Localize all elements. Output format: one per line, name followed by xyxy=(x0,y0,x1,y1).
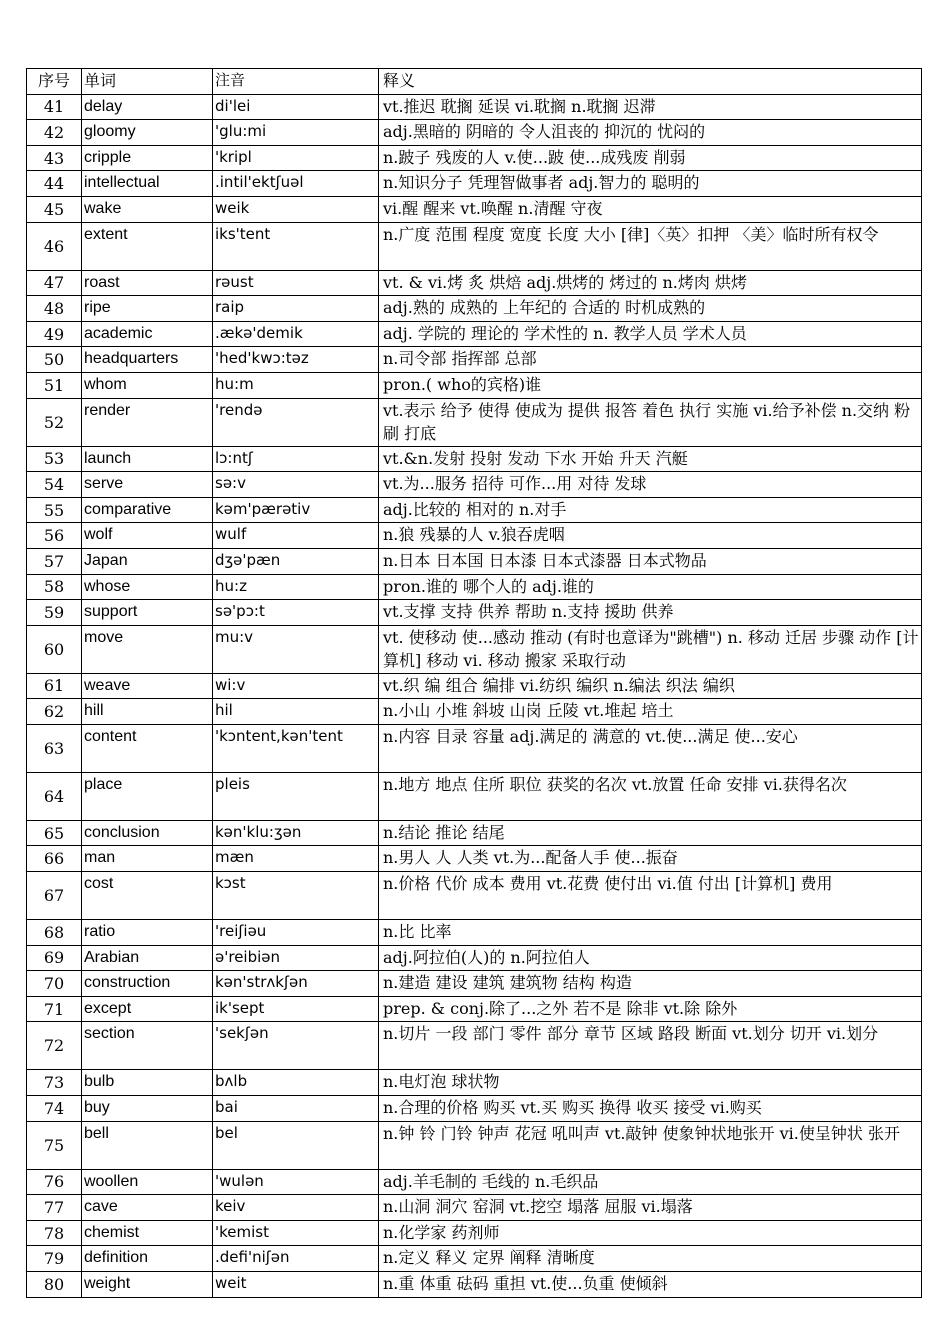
table-row xyxy=(27,996,922,1022)
row-word: gloomy xyxy=(82,120,213,146)
row-index: 60 xyxy=(27,625,82,673)
row-word: cost xyxy=(82,872,213,920)
row-phonetic: sə'pɔ:t xyxy=(213,600,379,626)
table-row xyxy=(27,372,922,398)
row-definition: n.定义 释义 定界 阐释 清晰度 xyxy=(379,1246,922,1272)
table-row xyxy=(27,673,922,699)
row-definition: vt.支撑 支持 供养 帮助 n.支持 援助 供养 xyxy=(379,600,922,626)
row-phonetic: 'wulən xyxy=(213,1169,379,1195)
table-row xyxy=(27,1272,922,1298)
row-word: weight xyxy=(82,1272,213,1298)
row-definition: n.合理的价格 购买 vt.买 购买 换得 收买 接受 vi.购买 xyxy=(379,1096,922,1122)
row-word: bulb xyxy=(82,1070,213,1096)
row-word: hill xyxy=(82,699,213,725)
row-definition: vi.醒 醒来 vt.唤醒 n.清醒 守夜 xyxy=(379,196,922,222)
row-definition: n.比 比率 xyxy=(379,920,922,946)
row-index: 41 xyxy=(27,94,82,120)
row-index: 70 xyxy=(27,971,82,997)
row-phonetic: wulf xyxy=(213,523,379,549)
row-phonetic: ik'sept xyxy=(213,996,379,1022)
table-row xyxy=(27,446,922,472)
row-phonetic: hu:m xyxy=(213,372,379,398)
row-definition: n.狼 残暴的人 v.狼吞虎咽 xyxy=(379,523,922,549)
table-row xyxy=(27,1070,922,1096)
row-definition: n.司令部 指挥部 总部 xyxy=(379,347,922,373)
table-row xyxy=(27,296,922,322)
row-word: serve xyxy=(82,472,213,498)
row-definition: n.知识分子 凭理智做事者 adj.智力的 聪明的 xyxy=(379,171,922,197)
table-row xyxy=(27,94,922,120)
row-definition: n.山洞 洞穴 窑洞 vt.挖空 塌落 屈服 vi.塌落 xyxy=(379,1195,922,1221)
header-word: 单词 xyxy=(82,69,213,95)
vocabulary-table xyxy=(26,68,922,1298)
row-word: ratio xyxy=(82,920,213,946)
table-row xyxy=(27,625,922,673)
row-phonetic: iks'tent xyxy=(213,222,379,270)
row-index: 73 xyxy=(27,1070,82,1096)
row-definition: n.男人 人 人类 vt.为...配备人手 使...振奋 xyxy=(379,846,922,872)
row-phonetic: 'glu:mi xyxy=(213,120,379,146)
row-definition: n.切片 一段 部门 零件 部分 章节 区域 路段 断面 vt.划分 切开 vi.划分 xyxy=(379,1022,922,1070)
row-phonetic: dʒə'pæn xyxy=(213,548,379,574)
row-index: 62 xyxy=(27,699,82,725)
row-phonetic: 'kripl xyxy=(213,145,379,171)
row-phonetic: kɔst xyxy=(213,872,379,920)
row-definition: adj.熟的 成熟的 上年纪的 合适的 时机成熟的 xyxy=(379,296,922,322)
row-definition: adj.比较的 相对的 n.对手 xyxy=(379,497,922,523)
row-index: 74 xyxy=(27,1096,82,1122)
row-phonetic: 'rendə xyxy=(213,398,379,446)
row-index: 57 xyxy=(27,548,82,574)
row-word: Japan xyxy=(82,548,213,574)
row-word: weave xyxy=(82,673,213,699)
row-word: render xyxy=(82,398,213,446)
header-row xyxy=(27,69,922,95)
row-word: ripe xyxy=(82,296,213,322)
row-index: 43 xyxy=(27,145,82,171)
row-word: section xyxy=(82,1022,213,1070)
header-index: 序号 xyxy=(27,69,82,95)
row-phonetic: ə'reibiən xyxy=(213,945,379,971)
row-phonetic: 'kemist xyxy=(213,1220,379,1246)
table-row xyxy=(27,1096,922,1122)
row-word: headquarters xyxy=(82,347,213,373)
row-word: chemist xyxy=(82,1220,213,1246)
row-definition: n.小山 小堆 斜坡 山岗 丘陵 vt.堆起 培土 xyxy=(379,699,922,725)
table-row xyxy=(27,872,922,920)
row-phonetic: 'kɔntent,kən'tent xyxy=(213,724,379,772)
row-definition: adj.羊毛制的 毛线的 n.毛织品 xyxy=(379,1169,922,1195)
row-definition: n.广度 范围 程度 宽度 长度 大小 [律]〈英〉扣押 〈美〉临时所有权令 xyxy=(379,222,922,270)
row-index: 50 xyxy=(27,347,82,373)
header-phonetic: 注音 xyxy=(213,69,379,95)
row-definition: n.地方 地点 住所 职位 获奖的名次 vt.放置 任命 安排 vi.获得名次 xyxy=(379,772,922,820)
table-row xyxy=(27,1220,922,1246)
row-index: 58 xyxy=(27,574,82,600)
table-row xyxy=(27,1022,922,1070)
row-word: content xyxy=(82,724,213,772)
row-definition: vt.推迟 耽搁 延误 vi.耽搁 n.耽搁 迟滞 xyxy=(379,94,922,120)
row-word: move xyxy=(82,625,213,673)
row-index: 54 xyxy=(27,472,82,498)
row-definition: pron.( who的宾格)谁 xyxy=(379,372,922,398)
row-definition: n.内容 目录 容量 adj.满足的 满意的 vt.使...满足 使...安心 xyxy=(379,724,922,772)
table-row xyxy=(27,222,922,270)
row-definition: adj. 学院的 理论的 学术性的 n. 教学人员 学术人员 xyxy=(379,321,922,347)
row-definition: pron.谁的 哪个人的 adj.谁的 xyxy=(379,574,922,600)
row-phonetic: 'reiʃiəu xyxy=(213,920,379,946)
table-row xyxy=(27,548,922,574)
table-row xyxy=(27,120,922,146)
row-phonetic: bel xyxy=(213,1121,379,1169)
row-word: intellectual xyxy=(82,171,213,197)
row-definition: n.化学家 药剂师 xyxy=(379,1220,922,1246)
row-index: 44 xyxy=(27,171,82,197)
table-row xyxy=(27,724,922,772)
table-row xyxy=(27,1121,922,1169)
row-phonetic: .intil'ektʃuəl xyxy=(213,171,379,197)
row-phonetic: bai xyxy=(213,1096,379,1122)
row-index: 75 xyxy=(27,1121,82,1169)
row-definition: n.跛子 残废的人 v.使...跛 使...成残废 削弱 xyxy=(379,145,922,171)
row-index: 76 xyxy=(27,1169,82,1195)
table-row xyxy=(27,398,922,446)
row-phonetic: keiv xyxy=(213,1195,379,1221)
row-phonetic: wi:v xyxy=(213,673,379,699)
row-word: delay xyxy=(82,94,213,120)
table-row xyxy=(27,321,922,347)
row-word: support xyxy=(82,600,213,626)
row-definition: adj.阿拉伯(人)的 n.阿拉伯人 xyxy=(379,945,922,971)
table-row xyxy=(27,600,922,626)
row-index: 72 xyxy=(27,1022,82,1070)
row-index: 42 xyxy=(27,120,82,146)
table-row xyxy=(27,171,922,197)
row-phonetic: rəust xyxy=(213,270,379,296)
row-phonetic: mæn xyxy=(213,846,379,872)
table-row xyxy=(27,472,922,498)
row-index: 66 xyxy=(27,846,82,872)
row-phonetic: mu:v xyxy=(213,625,379,673)
row-index: 46 xyxy=(27,222,82,270)
row-definition: adj.黑暗的 阴暗的 令人沮丧的 抑沉的 忧闷的 xyxy=(379,120,922,146)
row-word: wolf xyxy=(82,523,213,549)
table-row xyxy=(27,846,922,872)
row-definition: prep. & conj.除了...之外 若不是 除非 vt.除 除外 xyxy=(379,996,922,1022)
row-word: bell xyxy=(82,1121,213,1169)
row-phonetic: lɔ:ntʃ xyxy=(213,446,379,472)
table-row xyxy=(27,574,922,600)
row-phonetic: hil xyxy=(213,699,379,725)
row-index: 47 xyxy=(27,270,82,296)
row-word: construction xyxy=(82,971,213,997)
table-row xyxy=(27,820,922,846)
row-phonetic: sə:v xyxy=(213,472,379,498)
row-phonetic: kəm'pærətiv xyxy=(213,497,379,523)
row-definition: n.结论 推论 结尾 xyxy=(379,820,922,846)
row-word: wake xyxy=(82,196,213,222)
row-index: 67 xyxy=(27,872,82,920)
row-word: cave xyxy=(82,1195,213,1221)
row-index: 61 xyxy=(27,673,82,699)
row-word: Arabian xyxy=(82,945,213,971)
row-definition: n.电灯泡 球状物 xyxy=(379,1070,922,1096)
table-row xyxy=(27,772,922,820)
row-index: 68 xyxy=(27,920,82,946)
row-phonetic: di'lei xyxy=(213,94,379,120)
row-index: 71 xyxy=(27,996,82,1022)
row-word: roast xyxy=(82,270,213,296)
table-row xyxy=(27,920,922,946)
table-row xyxy=(27,145,922,171)
table-row xyxy=(27,497,922,523)
row-definition: n.日本 日本国 日本漆 日本式漆器 日本式物品 xyxy=(379,548,922,574)
row-phonetic: hu:z xyxy=(213,574,379,600)
row-phonetic: .ækə'demik xyxy=(213,321,379,347)
row-index: 69 xyxy=(27,945,82,971)
row-index: 64 xyxy=(27,772,82,820)
row-word: academic xyxy=(82,321,213,347)
table-row xyxy=(27,945,922,971)
row-index: 55 xyxy=(27,497,82,523)
row-definition: vt.&n.发射 投射 发动 下水 开始 升天 汽艇 xyxy=(379,446,922,472)
row-word: whose xyxy=(82,574,213,600)
row-index: 63 xyxy=(27,724,82,772)
row-phonetic: pleis xyxy=(213,772,379,820)
row-index: 59 xyxy=(27,600,82,626)
row-word: launch xyxy=(82,446,213,472)
row-definition: vt. 使移动 使...感动 推动 (有时也意译为"跳槽") n. 移动 迁居 步骤 动作 [计算机] 移动 vi. 移动 搬家 采取行动 xyxy=(379,625,922,673)
row-definition: n.价格 代价 成本 费用 vt.花费 使付出 vi.值 付出 [计算机] 费用 xyxy=(379,872,922,920)
row-phonetic: raip xyxy=(213,296,379,322)
row-index: 79 xyxy=(27,1246,82,1272)
table-row xyxy=(27,523,922,549)
row-word: place xyxy=(82,772,213,820)
table-row xyxy=(27,699,922,725)
row-definition: vt.表示 给予 使得 使成为 提供 报答 着色 执行 实施 vi.给予补偿 n.交纳 粉刷 打底 xyxy=(379,398,922,446)
row-word: whom xyxy=(82,372,213,398)
table-row xyxy=(27,1246,922,1272)
table-row xyxy=(27,270,922,296)
row-index: 56 xyxy=(27,523,82,549)
row-index: 78 xyxy=(27,1220,82,1246)
row-phonetic: bʌlb xyxy=(213,1070,379,1096)
row-index: 65 xyxy=(27,820,82,846)
row-index: 48 xyxy=(27,296,82,322)
row-phonetic: 'hed'kwɔ:təz xyxy=(213,347,379,373)
row-phonetic: .defi'niʃən xyxy=(213,1246,379,1272)
row-definition: n.重 体重 砝码 重担 vt.使...负重 使倾斜 xyxy=(379,1272,922,1298)
table-row xyxy=(27,1195,922,1221)
row-word: extent xyxy=(82,222,213,270)
table-row xyxy=(27,347,922,373)
row-word: comparative xyxy=(82,497,213,523)
row-definition: vt.织 编 组合 编排 vi.纺织 编织 n.编法 织法 编织 xyxy=(379,673,922,699)
row-definition: vt.为...服务 招待 可作...用 对待 发球 xyxy=(379,472,922,498)
row-index: 45 xyxy=(27,196,82,222)
row-index: 52 xyxy=(27,398,82,446)
row-phonetic: weik xyxy=(213,196,379,222)
row-word: definition xyxy=(82,1246,213,1272)
row-index: 77 xyxy=(27,1195,82,1221)
table-row xyxy=(27,1169,922,1195)
row-definition: n.钟 铃 门铃 钟声 花冠 吼叫声 vt.敲钟 使象钟状地张开 vi.使呈钟状 张开 xyxy=(379,1121,922,1169)
row-phonetic: kən'strʌkʃən xyxy=(213,971,379,997)
row-index: 51 xyxy=(27,372,82,398)
row-definition: vt. & vi.烤 炙 烘焙 adj.烘烤的 烤过的 n.烤肉 烘烤 xyxy=(379,270,922,296)
row-phonetic: 'sekʃən xyxy=(213,1022,379,1070)
table-row xyxy=(27,196,922,222)
table-row xyxy=(27,971,922,997)
row-word: conclusion xyxy=(82,820,213,846)
row-index: 80 xyxy=(27,1272,82,1298)
row-word: woollen xyxy=(82,1169,213,1195)
header-definition: 释义 xyxy=(379,69,922,95)
row-phonetic: weit xyxy=(213,1272,379,1298)
row-index: 53 xyxy=(27,446,82,472)
row-word: cripple xyxy=(82,145,213,171)
row-word: except xyxy=(82,996,213,1022)
row-word: man xyxy=(82,846,213,872)
row-index: 49 xyxy=(27,321,82,347)
row-word: buy xyxy=(82,1096,213,1122)
row-definition: n.建造 建设 建筑 建筑物 结构 构造 xyxy=(379,971,922,997)
row-phonetic: kən'klu:ʒən xyxy=(213,820,379,846)
